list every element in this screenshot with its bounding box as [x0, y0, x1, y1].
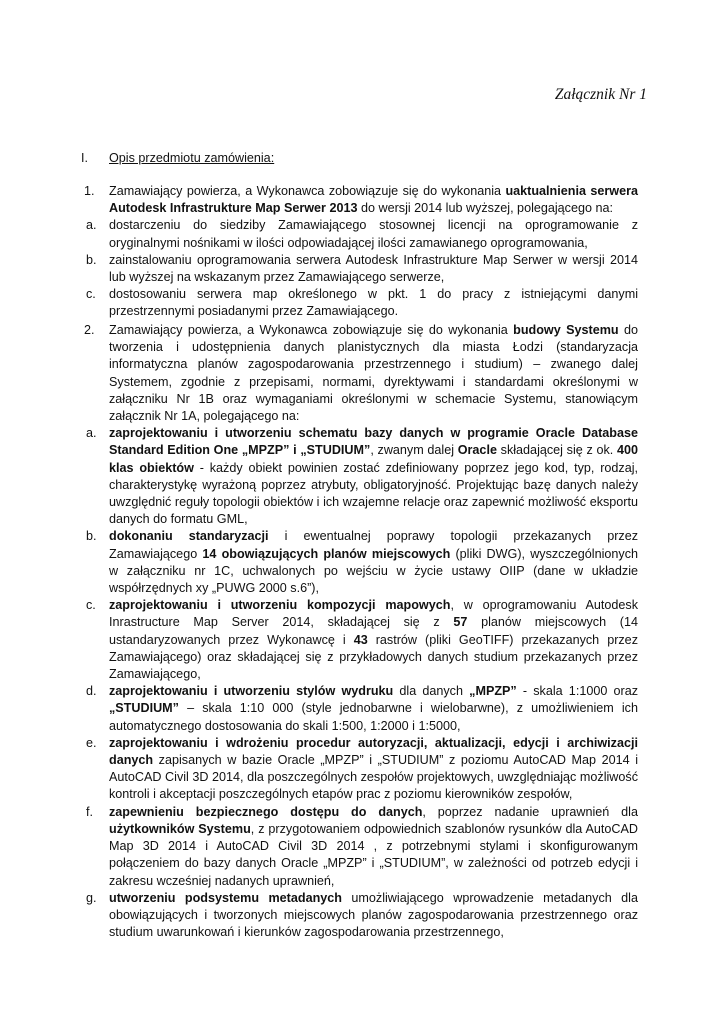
- sub-item-2a: a. zaprojektowaniu i utworzeniu schematu bazy danych w programie Oracle Database Standard Edition One „MPZP” i „STUDIUM”, zwanym dalej Oracle składającej się z ok. 400 klas obiektów - każdy obiekt powinien zostać zdefiniowany poprzez jego kod, typ, rodzaj, charakterystykę wyrażoną poprzez atrybuty, obligatoryjność. Projektując bazę danych należy uwzględnić reguły topologii obiektów i ich wzajemne relacje oraz zapewnić możliwość eksportu danych do formatu GML,: [86, 426, 638, 527]
- sub-item-2e: e. zaprojektowaniu i wdrożeniu procedur autoryzacji, aktualizacji, edycji i archiwizacji danych zapisanych w bazie Oracle „MPZP” i „STUDIUM” z poziomu AutoCAD Map 2014 i AutoCAD Civil 3D 2014, dla poszczególnych zespołów projektowych, uwzględniając możliwość kontroli i akceptacji poszczególnych etapów prac z poziomu kierowników zespołów,: [86, 735, 638, 802]
- sub-item-2c: c. zaprojektowaniu i utworzeniu kompozycji mapowych, w oprogramowaniu Autodesk Inrastructure Map Server 2014, składającej się z 57 planów miejscowych (14 ustandaryzowanych przez Wykonawcę i 43 rastrów (pliki GeoTIFF) przekazanych przez Zamawiającego) oraz składającej się z przykładowych danych studium przekazanych przez Zamawiającego,: [86, 598, 638, 682]
- annex-title: Załącznik Nr 1: [554, 86, 647, 103]
- list-item-2: [81, 322, 638, 941]
- item-number: 1.: [84, 184, 95, 198]
- list-item-1: [81, 183, 638, 321]
- item-number: 2.: [84, 323, 95, 337]
- item-intro: Zamawiający powierza, a Wykonawca zobowiązuje się do wykonania budowy Systemu do tworzenia i udostępnienia danych planistycznych dla miasta Łodzi (standaryzacja informatyczna planów zagospodarowania przestrzennego i studium) – zwanego dalej Systemem, zgodnie z przepisami, normami, dyrektywami i standardami określonymi w załączniku Nr 1B oraz wymaganiami określonymi w schemacie Systemu, stanowiącym załącznik Nr 1A, polegającego na:: [109, 323, 638, 424]
- sub-item-2d: d. zaprojektowaniu i utworzeniu stylów wydruku dla danych „MPZP” - skala 1:1000 oraz „STUDIUM” – skala 1:10 000 (style jednobarwne i wielobarwne), z umożliwieniem ich automatycznego dostosowania do skali 1:500, 1:2000 i 1:5000,: [86, 684, 638, 733]
- sub-item-1a: a. dostarczeniu do siedziby Zamawiającego stosownej licencji na oprogramowanie z oryginalnymi nośnikami w ilości odpowiadającej ilości zamawianego oprogramowania,: [86, 218, 638, 250]
- section-number: I.: [81, 151, 88, 165]
- sub-item-1b: b. zainstalowaniu oprogramowania serwera Autodesk Infrastrukture Map Serwer w wersji 2014 lub wyższej na wskazanym przez Zamawiającego serwerze,: [86, 252, 638, 285]
- sub-item-2b: b. dokonaniu standaryzacji i ewentualnej poprawy topologii przekazanych przez Zamawiającego 14 obowiązujących planów miejscowych (pliki DWG), wyszczególnionych w załączniku nr 1C, uchwalonych po wejściu w życie ustawy OIIP (dane w układzie współrzędnych xy „PUWG 2000 s.6”),: [86, 529, 638, 596]
- sub-item-2f: f. zapewnieniu bezpiecznego dostępu do danych, poprzez nadanie uprawnień dla użytkowników Systemu, z przygotowaniem odpowiednich szablonów rysunków dla AutoCAD Map 3D 2014 i AutoCAD Civil 3D 2014 , z potrzebnymi stylami i skonfigurowanym połączeniem do bazy danych Oracle „MPZP” i „STUDIUM”, w zależności od potrzeb edycji i zakresu wcześniej nadanych uprawnień,: [86, 804, 638, 888]
- sub-item-2g: g. utworzeniu podsystemu metadanych umożliwiającego wprowadzenie metadanych dla obowiązujących i tworzonych miejscowych planów zagospodarowania przestrzennego oraz studium uwarunkowań i kierunków zagospodarowania przestrzennego,: [86, 890, 638, 940]
- sub-item-1c: c. dostosowaniu serwera map określonego w pkt. 1 do pracy z istniejącymi danymi przestrzennymi posiadanymi przez Zamawiającego.: [86, 287, 638, 319]
- section-title: Opis przedmiotu zamówienia:: [109, 151, 275, 165]
- item-intro: Zamawiający powierza, a Wykonawca zobowiązuje się do wykonania uaktualnienia serwera Autodesk Infrastrukture Map Serwer 2013 do wersji 2014 lub wyższej, polegającego na:: [109, 184, 638, 216]
